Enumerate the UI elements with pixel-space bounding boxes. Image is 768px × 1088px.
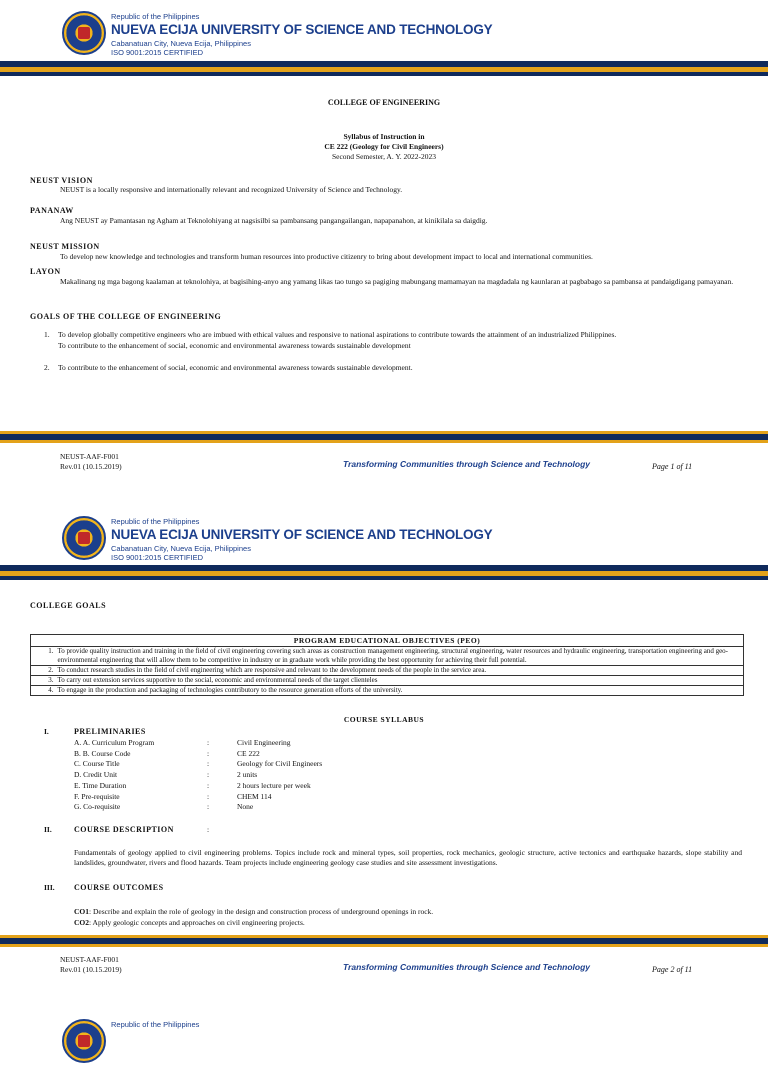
goal1-text: To develop globally competitive engineers who are imbued with ethical values and responsive to national aspirations to contribute towards the attainment of an industrialized Philippines. (58, 330, 617, 339)
peo-number: 3. (31, 676, 58, 686)
header-band-navy-thin (0, 576, 768, 580)
peo-text: To engage in the production and packaging of technologies contributory to the resource generation efforts of the university. (58, 686, 744, 696)
layon-heading: LAYON (30, 267, 61, 276)
peo-table-header: PROGRAM EDUCATIONAL OBJECTIVES (PEO) (31, 635, 744, 647)
college-title: COLLEGE OF ENGINEERING (327, 98, 441, 107)
table-row (31, 676, 744, 686)
pananaw-heading: PANANAW (30, 206, 74, 215)
university-address: Cabanatuan City, Nueva Ecija, Philippines (111, 39, 251, 48)
goal2-number: 2. (44, 363, 50, 372)
table-row (31, 647, 744, 666)
vision-heading: NEUST VISION (30, 176, 93, 185)
peo-number: 2. (31, 666, 58, 676)
footer-revision: Rev.01 (10.15.2019) (60, 965, 122, 974)
section1-title: PRELIMINARIES (74, 727, 146, 736)
prelim-label: A. A. Curriculum Program (74, 738, 155, 747)
goal1-number: 1. (44, 330, 50, 339)
peo-number: 1. (31, 647, 58, 666)
syllabus-title-line1: Syllabus of Instruction in (343, 132, 425, 141)
iso-certification: ISO 9001:2015 CERTIFIED (111, 553, 203, 562)
section2-colon: : (207, 825, 210, 834)
co1-text: : Describe and explain the role of geology in the design and construction process of underground openings in rock. (89, 907, 434, 916)
footer-band-gold-thin (0, 440, 768, 443)
prelim-colon: : (207, 802, 210, 812)
university-address: Cabanatuan City, Nueva Ecija, Philippines (111, 544, 251, 553)
course-syllabus-heading: COURSE SYLLABUS (343, 715, 425, 724)
vision-text: NEUST is a locally responsive and internationally relevant and recognized University of Science and Technology. (60, 185, 403, 194)
prelim-colon: : (207, 791, 210, 801)
peo-text: To carry out extension services supportive to the social, economic and environmental needs of the target clienteles (58, 676, 744, 686)
university-name: NUEVA ECIJA UNIVERSITY OF SCIENCE AND TECHNOLOGY (111, 22, 493, 37)
footer-motto: Transforming Communities through Science and Technology (343, 962, 590, 972)
table-row (31, 686, 744, 696)
mission-heading: NEUST MISSION (30, 242, 100, 251)
prelim-label: B. B. Course Code (74, 748, 131, 758)
republic-label: Republic of the Philippines (111, 1020, 200, 1029)
republic-label: Republic of the Philippines (111, 517, 200, 526)
prelim-label: F. Pre-requisite (74, 791, 120, 801)
university-seal-icon (62, 516, 106, 560)
section3-number: III. (44, 883, 55, 892)
republic-label: Republic of the Philippines (111, 12, 200, 21)
co1-label: CO1 (74, 907, 89, 916)
prelim-colon: : (207, 770, 210, 780)
syllabus-title-line3: Second Semester, A. Y. 2022-2023 (331, 152, 437, 161)
prelim-value: Geology for Civil Engineers (237, 759, 323, 769)
footer-band-gold-thin (0, 944, 768, 947)
layon-text: Makalinang ng mga bagong kaalaman at teknolohiya, at bagisihing-anyo ang yamang likas tao tungo sa pagiging mabungang mamamayan na magdadala ng kaunlaran at pagbabago sa pambansa at pandaigdigang pamayanan. (60, 277, 734, 286)
university-seal-icon (62, 11, 106, 55)
footer-motto: Transforming Communities through Science and Technology (343, 459, 590, 469)
course-outcome-1 (74, 907, 433, 917)
section2-number: II. (44, 825, 52, 834)
prelim-label: D. Credit Unit (74, 770, 118, 780)
university-seal-icon (62, 1019, 106, 1063)
prelim-colon: : (207, 780, 210, 790)
mission-text: To develop new knowledge and technologies and transform human resources into productive citizenry to bring about development impact to local and international communities. (60, 252, 593, 261)
footer-form-code: NEUST-AAF-F001 (60, 955, 119, 964)
footer-page-number: Page 1 of 11 (652, 462, 693, 471)
prelim-value: 2 hours lecture per week (237, 780, 311, 790)
pananaw-text: Ang NEUST ay Pamantasan ng Agham at Teknolohiyang at nagsisilbi sa pambansang pangangailangan, napapanahon, at kinikilala sa daigdig. (60, 216, 488, 225)
table-row (31, 666, 744, 676)
course-outcome-2 (74, 918, 305, 928)
prelim-value: None (237, 802, 254, 812)
co2-text: : Apply geologic concepts and approaches on civil engineering projects. (89, 918, 305, 927)
co2-label: CO2 (74, 918, 89, 927)
college-goals-heading: COLLEGE GOALS (30, 601, 107, 610)
iso-certification: ISO 9001:2015 CERTIFIED (111, 48, 203, 57)
prelim-label: E. Time Duration (74, 780, 127, 790)
section2-title: COURSE DESCRIPTION (74, 825, 174, 834)
university-name: NUEVA ECIJA UNIVERSITY OF SCIENCE AND TECHNOLOGY (111, 527, 493, 542)
syllabus-title-line2: CE 222 (Geology for Civil Engineers) (324, 142, 444, 151)
footer-page-number: Page 2 of 11 (652, 965, 693, 974)
footer-form-code: NEUST-AAF-F001 (60, 452, 119, 461)
peo-text: To provide quality instruction and training in the field of civil engineering covering such areas as construction management engineering, structural engineering, water resources and hydraulic engineering, transportation engineering and geo-environmental engineering that will allow them to be competitive in industry or in graduate work while providing the best opportunity for achieving their full potential. (58, 647, 744, 666)
goals-heading: GOALS OF THE COLLEGE OF ENGINEERING (30, 312, 222, 321)
peo-text: To conduct research studies in the field of civil engineering which are responsive and relevant to the development needs of the people in the service area. (58, 666, 744, 676)
page3-header (0, 1008, 768, 1088)
course-description-text: Fundamentals of geology applied to civil engineering problems. Topics include rock and mineral types, soil properties, rock mechanics, geologic structure, active tectonics and earthquake hazards, slope stability and landslides, groundwater, rivers and flood hazards. Team projects include engineering geology case studies and site assessment investigations. (74, 848, 742, 867)
section1-number: I. (44, 727, 49, 736)
prelim-value: CHEM 114 (237, 791, 272, 801)
peo-number: 4. (31, 686, 58, 696)
peo-table (30, 634, 744, 696)
prelim-label: C. Course Title (74, 759, 120, 769)
prelim-colon: : (207, 738, 210, 747)
header-band-navy-thin (0, 72, 768, 76)
footer-revision: Rev.01 (10.15.2019) (60, 462, 122, 471)
section3-title: COURSE OUTCOMES (74, 883, 164, 892)
prelim-label: G. Co-requisite (74, 802, 121, 812)
goal1-text-continued: To contribute to the enhancement of social, economic and environmental awareness towards sustainable development (58, 341, 411, 350)
prelim-value: Civil Engineering (237, 738, 291, 747)
prelim-value: CE 222 (237, 748, 260, 758)
prelim-value: 2 units (237, 770, 258, 780)
prelim-colon: : (207, 748, 210, 758)
goal2-text: To contribute to the enhancement of social, economic and environmental awareness towards sustainable development. (58, 363, 413, 372)
prelim-colon: : (207, 759, 210, 769)
